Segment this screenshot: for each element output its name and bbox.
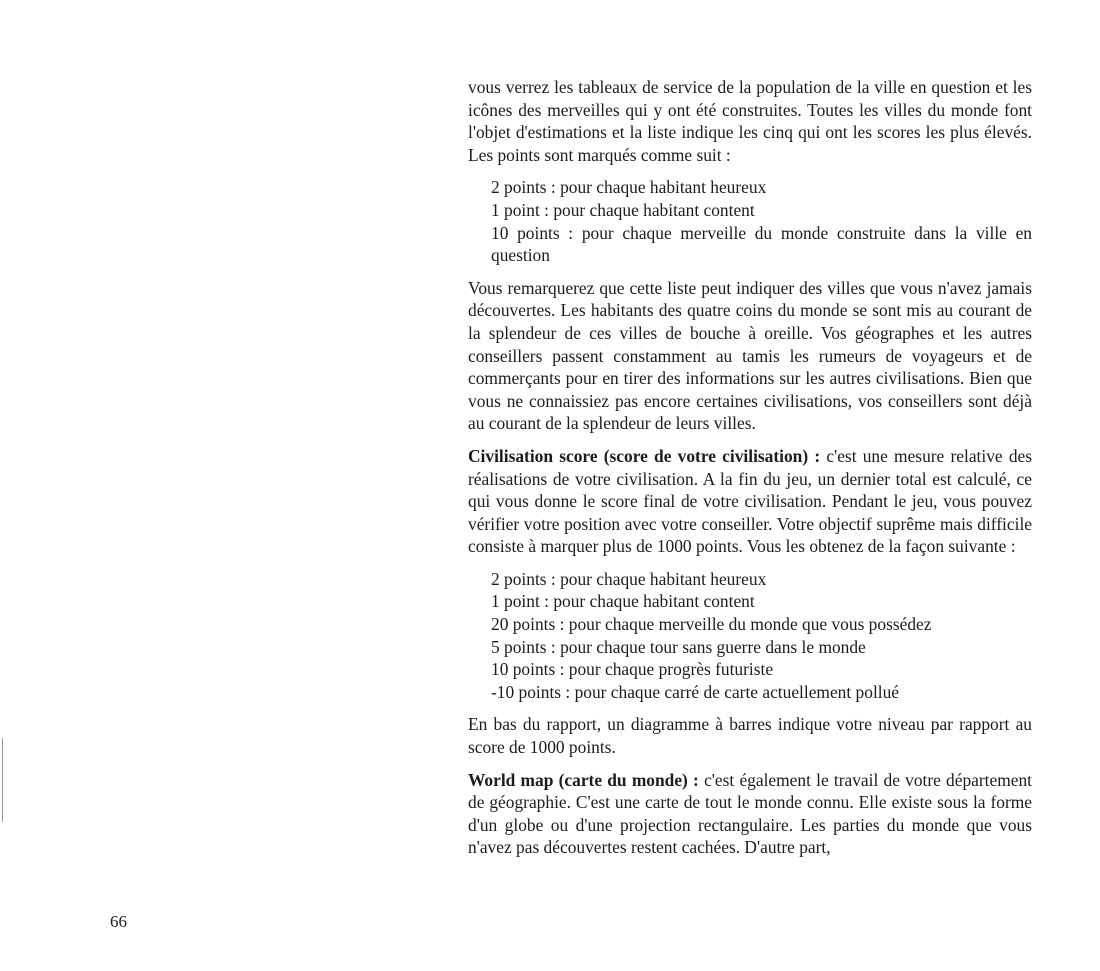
civilisation-points-list [468, 568, 1032, 704]
list-item: 10 points : pour chaque progrès futuriste [491, 659, 774, 680]
term-civilisation-score: Civilisation score (score de votre civilisation) : [468, 445, 821, 466]
paragraph-world-map [468, 769, 1032, 859]
paragraph-cities-report: vous verrez les tableaux de service de la population de la ville en question et les icônes des merveilles qui y ont été construites. Toutes les villes du monde font l'objet d'estimations et la liste indique les cinq qui ont les scores les plus élevés. Les points sont marqués comme suit : [468, 77, 1032, 165]
paragraph-text: c'est également le travail de votre département de géographie. C'est une carte de tout le monde connu. Elle existe sous la forme d'un globe ou d'une projection rectangulaire. Les parties du monde que vous n'avez pas découvertes restent cachées. D'autre part, [468, 769, 1033, 858]
term-world-map: World map (carte du monde) : [468, 769, 699, 790]
list-item: 1 point : pour chaque habitant content [491, 199, 755, 220]
paragraph-bar-diagram: En bas du rapport, un diagramme à barres indique votre niveau par rapport au score de 1000 points. [468, 714, 1032, 758]
list-item: 20 points : pour chaque merveille du monde que vous possédez [491, 614, 932, 635]
paragraph-unknown-cities: Vous remarquerez que cette liste peut indiquer des villes que vous n'avez jamais découvertes. Les habitants des quatre coins du monde se sont mis au courant de la splendeur de ces villes de bouche à oreille. Vos géographes et les autres conseillers passent constamment au tamis les rumeurs de voyageurs et de commerçants pour en tirer des informations sur les autres civilisations. Bien que vous ne connaissiez pas encore certaines civilisations, vos conseillers sont déjà au courant de la splendeur de leurs villes. [468, 277, 1032, 434]
list-item: 2 points : pour chaque habitant heureux [491, 177, 767, 198]
paragraph-text: c'est une mesure relative des réalisations de votre civilisation. A la fin du jeu, un dernier total est calculé, ce qui vous donne le score final de votre civilisation. Pendant le jeu, vous pouvez vérifier votre position avec votre conseiller. Votre objectif suprême mais difficile consiste à marquer plus de 1000 points. Vous les obtenez de la façon suivante : [468, 445, 1033, 557]
paragraph-civilisation-score [468, 445, 1032, 558]
scan-edge-line [2, 738, 3, 822]
list-item: 1 point : pour chaque habitant content [491, 591, 755, 612]
list-item: -10 points : pour chaque carré de carte actuellement pollué [491, 681, 900, 702]
list-item: 10 points : pour chaque merveille du monde construite dans la ville en question [491, 222, 1032, 266]
list-item: 2 points : pour chaque habitant heureux [491, 568, 767, 589]
list-item: 5 points : pour chaque tour sans guerre dans le monde [491, 636, 866, 657]
city-points-list [468, 176, 1032, 266]
page-number: 66 [110, 912, 127, 931]
text-column [468, 76, 1032, 869]
